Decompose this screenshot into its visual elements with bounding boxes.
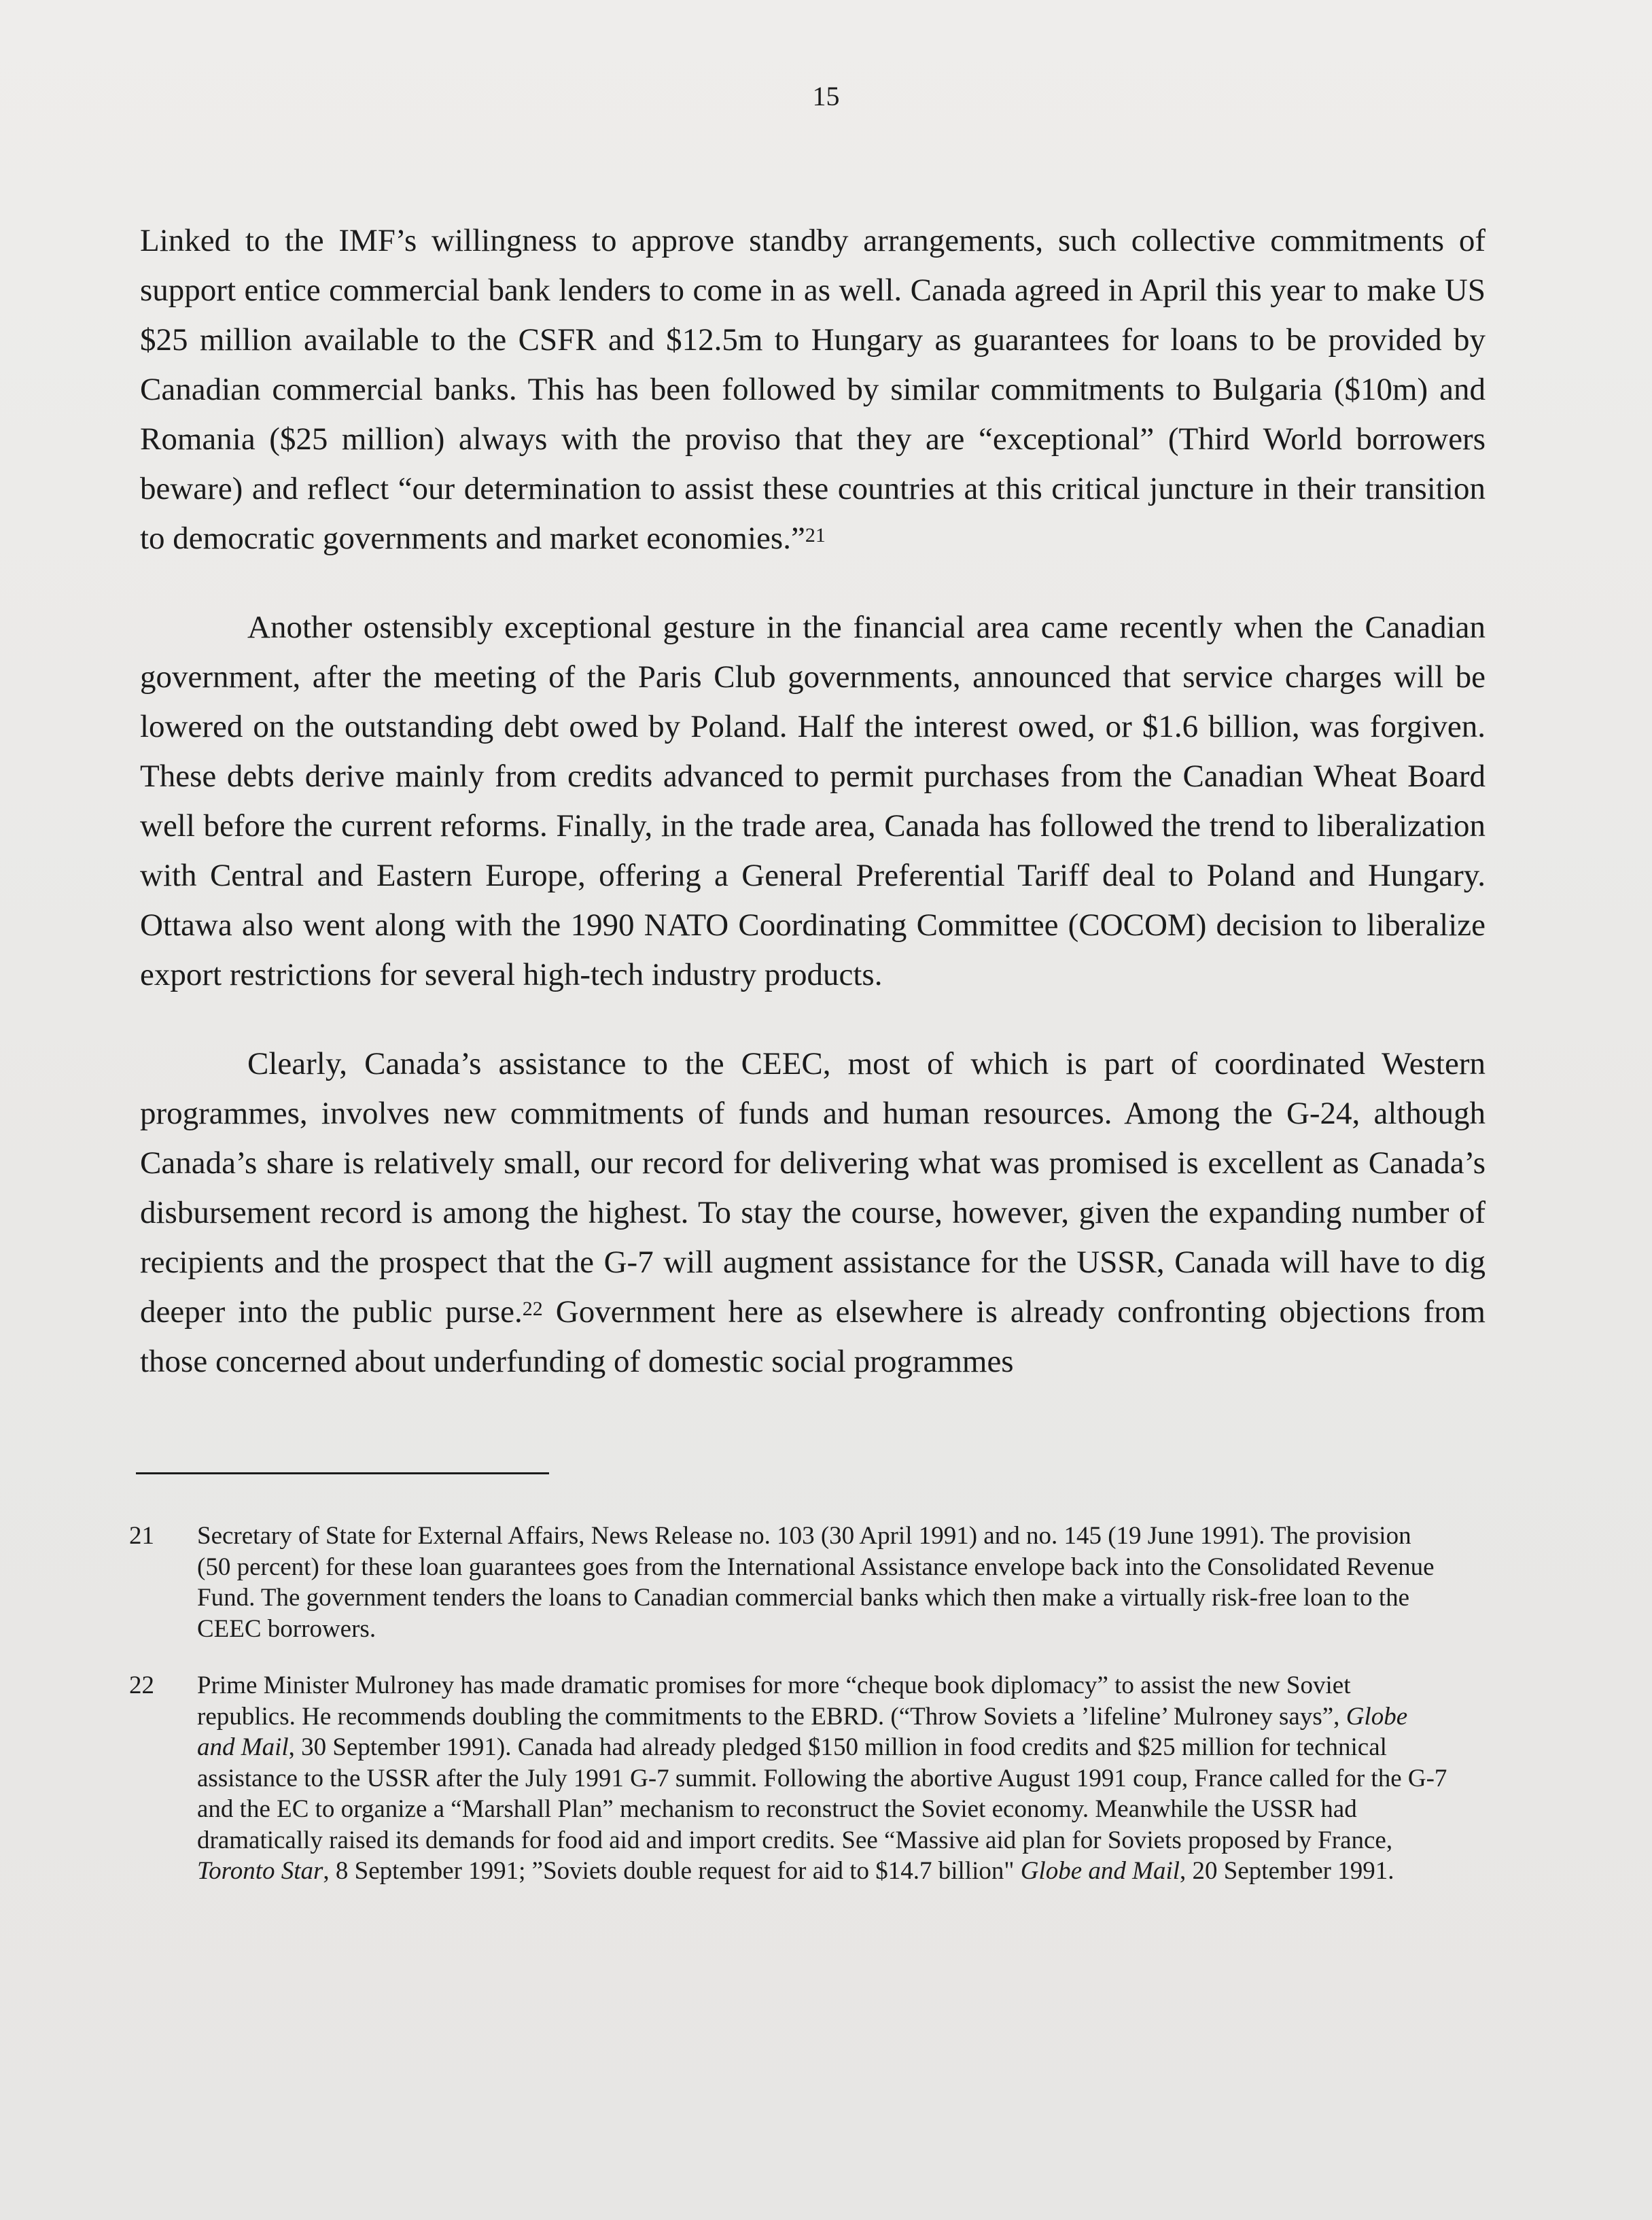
publication-title: Globe and Mail	[1020, 1857, 1180, 1885]
footnote-ref-21[interactable]: 21	[805, 524, 826, 547]
footnote-22	[129, 1670, 1449, 1887]
footnote-text	[197, 1670, 1449, 1887]
publication-title: Toronto Star	[197, 1857, 323, 1885]
footnotes	[129, 1521, 1449, 1913]
footnote-number: 22	[129, 1671, 154, 1699]
body-text	[140, 216, 1486, 1387]
paragraph-1-text: Linked to the IMF’s willingness to approve standby arrangements, such collective commitments of support entice commercial bank lenders to come in as well. Canada agreed in April this year to make US $25 million available to the CSFR and $12.5m to Hungary as guarantees for loans to be provided by Canadian commercial banks. This has been followed by similar commitments to Bulgaria ($10m) and Romania ($25 million) always with the proviso that they are “exceptional” (Third World borrowers beware) and reflect “our determination to assist these countries at this critical juncture in their transition to democratic governments and market economies.”	[140, 223, 1486, 556]
paragraph-2-text: Another ostensibly exceptional gesture in the financial area came recently when the Canadian government, after the meeting of the Paris Club governments, announced that service charges will be lowered on the outstanding debt owed by Poland. Half the interest owed, or $1.6 billion, was forgiven. These debts derive mainly from credits advanced to permit purchases from the Canadian Wheat Board well before the current reforms. Finally, in the trade area, Canada has followed the trend to liberalization with Central and Eastern Europe, offering a General Preferential Tariff deal to Poland and Hungary. Ottawa also went along with the 1990 NATO Coordinating Committee (COCOM) decision to liberalize export restrictions for several high-tech industry products.	[140, 610, 1486, 992]
page-number: 15	[812, 81, 840, 111]
footnote-text-part: Prime Minister Mulroney has made dramatic promises for more “cheque book diplomacy” to assist the new Soviet republics. He recommends doubling the commitments to the EBRD. (“Throw Soviets a ’lifeline’ Mulroney says”,	[197, 1671, 1351, 1731]
footnote-text-part: , 8 September 1991; ”Soviets double request for aid to $14.7 billion"	[323, 1857, 1021, 1885]
footnote-text-part: , 20 September 1991.	[1180, 1857, 1394, 1885]
paragraph-2	[140, 603, 1486, 1000]
footnote-text-part: , 30 September 1991). Canada had already pledged $150 million in food credits and $25 million for technical assistance to the USSR after the July 1991 G-7 summit. Following the abortive August 1991 coup, France called for the G-7 and the EC to organize a “Marshall Plan” mechanism to reconstruct the Soviet economy. Meanwhile the USSR had dramatically raised its demands for food aid and import credits. See “Massive aid plan for Soviets proposed by France,	[197, 1733, 1447, 1854]
footnote-ref-22[interactable]: 22	[522, 1298, 543, 1320]
paragraph-3-text-after: Government here as elsewhere is already confronting objections from those concerned about underfunding of domestic social programmes	[140, 1294, 1486, 1379]
footnote-number: 21	[129, 1522, 154, 1550]
footnote-21	[129, 1521, 1449, 1644]
paragraph-3-text-before: Clearly, Canada’s assistance to the CEEC, most of which is part of coordinated Western programmes, involves new commitments of funds and human resources. Among the G-24, although Canada’s share is relatively small, our record for delivering what was promised is excellent as Canada’s disbursement record is among the highest. To stay the course, however, given the expanding number of recipients and the prospect that the G-7 will augment assistance for the USSR, Canada will have to dig deeper into the public purse.	[140, 1046, 1486, 1330]
paragraph-3	[140, 1039, 1486, 1387]
footnote-divider	[136, 1472, 549, 1474]
paragraph-1	[140, 216, 1486, 563]
footnote-text: Secretary of State for External Affairs, News Release no. 103 (30 April 1991) and no. 145 (19 June 1991). The provision (50 percent) for these loan guarantees goes from the International Assistance envelope back into the Consolidated Revenue Fund. The government tenders the loans to Canadian commercial banks which then make a virtually risk-free loan to the CEEC borrowers.	[197, 1522, 1435, 1643]
publication-title: Globe and Mail	[197, 1702, 1408, 1761]
